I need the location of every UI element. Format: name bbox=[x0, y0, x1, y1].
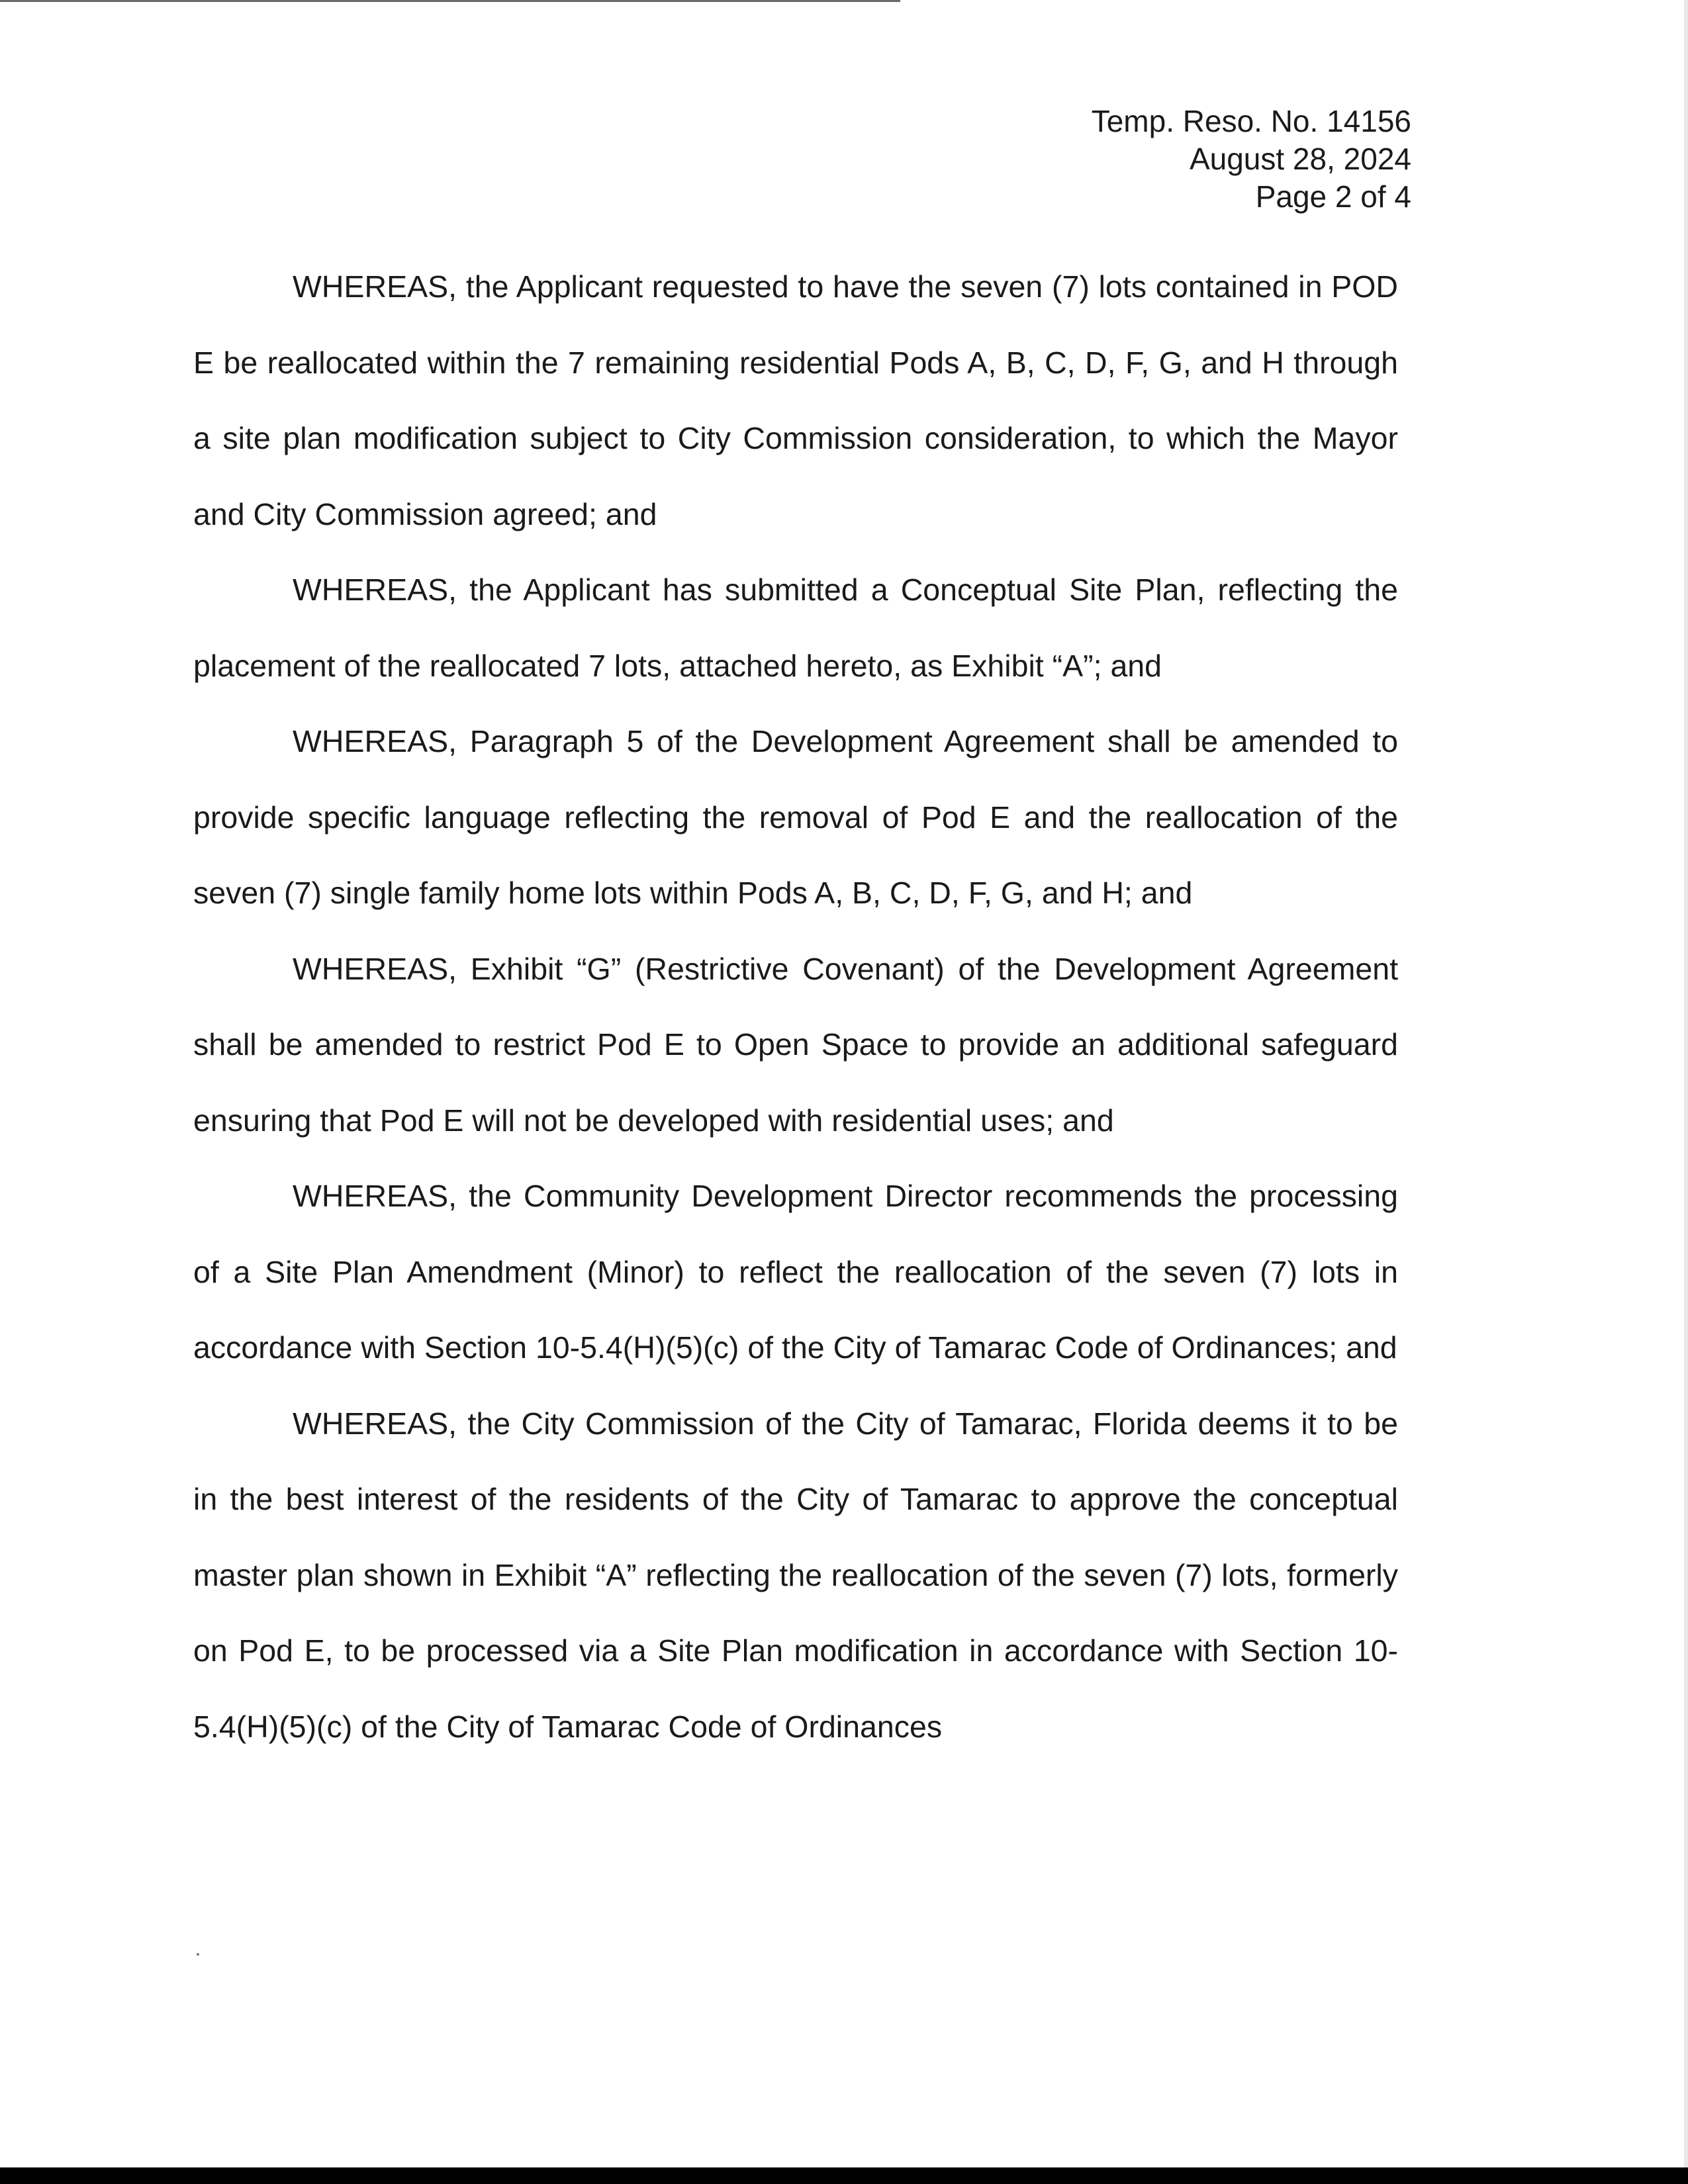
paragraph-whereas-4: WHEREAS, Exhibit “G” (Restrictive Covenant) of the Development Agreement shall be amended to restrict Pod E to Open Space to provide an additional safeguard ensuring that Pod E will not be developed with residential uses; and bbox=[193, 951, 1398, 1138]
scan-bottom-edge bbox=[0, 2167, 1688, 2184]
header-date: August 28, 2024 bbox=[1189, 142, 1411, 176]
page-header bbox=[1092, 103, 1411, 216]
page-number: Page 2 of 4 bbox=[1255, 179, 1411, 214]
reso-number: Temp. Reso. No. 14156 bbox=[1091, 104, 1411, 138]
scan-right-edge bbox=[1684, 0, 1688, 2184]
paragraph-whereas-1: WHEREAS, the Applicant requested to have the seven (7) lots contained in POD E be reallocated within the 7 remaining residential Pods A, B, C, D, F, G, and H through a site plan modification subject to City Commission consideration, to which the Mayor and City Commission agreed; and bbox=[193, 269, 1398, 531]
paragraph-whereas-2: WHEREAS, the Applicant has submitted a Conceptual Site Plan, reflecting the placement of the reallocated 7 lots, attached hereto, as Exhibit “A”; and bbox=[193, 572, 1398, 683]
paragraph-whereas-3: WHEREAS, Paragraph 5 of the Development Agreement shall be amended to provide specific language reflecting the removal of Pod E and the reallocation of the seven (7) single family home lots within Pods A, B, C, D, F, G, and H; and bbox=[193, 724, 1398, 910]
paragraph-whereas-6: WHEREAS, the City Commission of the City of Tamarac, Florida deems it to be in the best interest of the residents of the City of Tamarac to approve the conceptual master plan shown in Exhibit “A” reflecting the reallocation of the seven (7) lots, formerly on Pod E, to be processed via a Site Plan modification in accordance with Section 10-5.4(H)(5)(c) of the City of Tamarac Code of Ordinances bbox=[193, 1406, 1398, 1744]
document-body bbox=[193, 249, 1398, 1764]
paragraph-whereas-5: WHEREAS, the Community Development Director recommends the processing of a Site Plan Amendment (Minor) to reflect the reallocation of the seven (7) lots in accordance with Section 10-5.4(H)(5)(c) of the City of Tamarac Code of Ordinances; and bbox=[193, 1179, 1398, 1365]
scan-speck bbox=[197, 1953, 199, 1956]
scan-top-edge bbox=[0, 0, 900, 2]
